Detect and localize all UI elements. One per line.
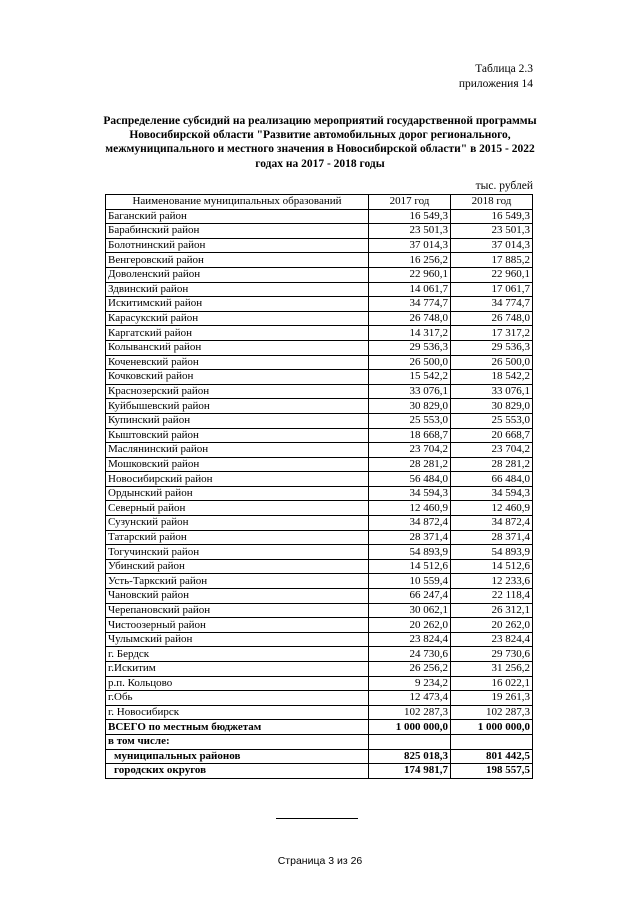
- table-row: [106, 224, 533, 239]
- value-2018-cell: 26 500,0: [451, 355, 533, 370]
- value-2017-cell: 12 473,4: [369, 691, 451, 706]
- value-2018-cell: 18 542,2: [451, 370, 533, 385]
- municipality-cell: Кыштовский район: [106, 428, 369, 443]
- header-2018: 2018 год: [451, 195, 533, 210]
- municipality-cell: г. Бердск: [106, 647, 369, 662]
- subtotal-2018: 801 442,5: [451, 749, 533, 764]
- municipality-cell: Маслянинский район: [106, 443, 369, 458]
- value-2017-cell: 15 542,2: [369, 370, 451, 385]
- subtotal-label: муниципальных районов: [106, 749, 369, 764]
- value-2017-cell: 14 061,7: [369, 282, 451, 297]
- municipality-cell: Здвинский район: [106, 282, 369, 297]
- value-2018-cell: 37 014,3: [451, 238, 533, 253]
- value-2017-cell: 26 500,0: [369, 355, 451, 370]
- table-caption: [459, 62, 533, 92]
- value-2018-cell: 26 312,1: [451, 603, 533, 618]
- municipality-cell: Мошковский район: [106, 457, 369, 472]
- table-row: [106, 530, 533, 545]
- table-row: [106, 691, 533, 706]
- municipality-cell: Каргатский район: [106, 326, 369, 341]
- value-2017-cell: 9 234,2: [369, 676, 451, 691]
- title-line: годах на 2017 - 2018 годы: [255, 157, 385, 170]
- caption-table-number: Таблица 2.3: [475, 63, 533, 75]
- value-2018-cell: 34 872,4: [451, 516, 533, 531]
- table-row: [106, 486, 533, 501]
- municipality-cell: Купинский район: [106, 413, 369, 428]
- table-row: [106, 545, 533, 560]
- table-row: [106, 370, 533, 385]
- empty-cell: [369, 734, 451, 749]
- title-line: межмуниципального и местного значения в Новосибирской области" в 2015 - 2022: [105, 143, 535, 156]
- value-2017-cell: 18 668,7: [369, 428, 451, 443]
- value-2018-cell: 20 668,7: [451, 428, 533, 443]
- units-label: тыс. рублей: [475, 180, 533, 192]
- value-2018-cell: 25 553,0: [451, 413, 533, 428]
- table-row: [106, 297, 533, 312]
- value-2017-cell: 23 704,2: [369, 443, 451, 458]
- municipality-cell: г.Искитим: [106, 662, 369, 677]
- value-2018-cell: 12 460,9: [451, 501, 533, 516]
- subsidy-table: [105, 194, 533, 779]
- value-2017-cell: 33 076,1: [369, 384, 451, 399]
- caption-appendix: приложения 14: [458, 78, 533, 90]
- table-row: [106, 472, 533, 487]
- value-2018-cell: 54 893,9: [451, 545, 533, 560]
- value-2018-cell: 17 061,7: [451, 282, 533, 297]
- table-row: [106, 282, 533, 297]
- footnote-separator: [276, 818, 358, 819]
- value-2018-cell: 22 960,1: [451, 267, 533, 282]
- subtotal-label: городских округов: [106, 764, 369, 779]
- municipality-cell: Венгеровский район: [106, 253, 369, 268]
- value-2017-cell: 29 536,3: [369, 340, 451, 355]
- document-title: [100, 114, 540, 171]
- municipality-cell: Колыванский район: [106, 340, 369, 355]
- value-2017-cell: 14 512,6: [369, 559, 451, 574]
- value-2018-cell: 17 885,2: [451, 253, 533, 268]
- value-2018-cell: 28 371,4: [451, 530, 533, 545]
- municipality-cell: р.п. Кольцово: [106, 676, 369, 691]
- table-row: [106, 355, 533, 370]
- value-2017-cell: 66 247,4: [369, 589, 451, 604]
- value-2017-cell: 24 730,6: [369, 647, 451, 662]
- value-2018-cell: 30 829,0: [451, 399, 533, 414]
- value-2018-cell: 23 501,3: [451, 224, 533, 239]
- value-2018-cell: 14 512,6: [451, 559, 533, 574]
- table-row: [106, 618, 533, 633]
- value-2017-cell: 28 371,4: [369, 530, 451, 545]
- subtotal-row-cities: [106, 764, 533, 779]
- value-2017-cell: 26 256,2: [369, 662, 451, 677]
- value-2017-cell: 102 287,3: [369, 705, 451, 720]
- value-2018-cell: 17 317,2: [451, 326, 533, 341]
- page-footer: Страница 3 из 26: [277, 855, 363, 867]
- value-2017-cell: 30 062,1: [369, 603, 451, 618]
- value-2017-cell: 54 893,9: [369, 545, 451, 560]
- value-2018-cell: 31 256,2: [451, 662, 533, 677]
- value-2018-cell: 33 076,1: [451, 384, 533, 399]
- value-2018-cell: 16 022,1: [451, 676, 533, 691]
- value-2017-cell: 26 748,0: [369, 311, 451, 326]
- value-2017-cell: 34 594,3: [369, 486, 451, 501]
- municipality-cell: Барабинский район: [106, 224, 369, 239]
- municipality-cell: Усть-Таркский район: [106, 574, 369, 589]
- municipality-cell: Краснозерский район: [106, 384, 369, 399]
- municipality-cell: Чановский район: [106, 589, 369, 604]
- table-row: [106, 443, 533, 458]
- subtotal-row-districts: [106, 749, 533, 764]
- table-row: [106, 399, 533, 414]
- value-2017-cell: 34 774,7: [369, 297, 451, 312]
- value-2018-cell: 34 774,7: [451, 297, 533, 312]
- table-row: [106, 574, 533, 589]
- value-2018-cell: 29 536,3: [451, 340, 533, 355]
- subtotal-2017: 174 981,7: [369, 764, 451, 779]
- value-2017-cell: 12 460,9: [369, 501, 451, 516]
- municipality-cell: Карасукский район: [106, 311, 369, 326]
- value-2018-cell: 29 730,6: [451, 647, 533, 662]
- table-row: [106, 705, 533, 720]
- value-2017-cell: 25 553,0: [369, 413, 451, 428]
- header-2017: 2017 год: [369, 195, 451, 210]
- value-2018-cell: 12 233,6: [451, 574, 533, 589]
- table-row: [106, 253, 533, 268]
- table-row: [106, 632, 533, 647]
- table-row: [106, 603, 533, 618]
- value-2018-cell: 23 824,4: [451, 632, 533, 647]
- value-2018-cell: 16 549,3: [451, 209, 533, 224]
- municipality-cell: Новосибирский район: [106, 472, 369, 487]
- municipality-cell: Северный район: [106, 501, 369, 516]
- table-row: [106, 311, 533, 326]
- value-2017-cell: 20 262,0: [369, 618, 451, 633]
- municipality-cell: Убинский район: [106, 559, 369, 574]
- value-2017-cell: 10 559,4: [369, 574, 451, 589]
- value-2017-cell: 28 281,2: [369, 457, 451, 472]
- title-line: Распределение субсидий на реализацию мероприятий государственной программы: [103, 115, 537, 127]
- municipality-cell: Тогучинский район: [106, 545, 369, 560]
- table-row: [106, 267, 533, 282]
- table-row: [106, 238, 533, 253]
- value-2017-cell: 22 960,1: [369, 267, 451, 282]
- municipality-cell: Коченевский район: [106, 355, 369, 370]
- municipality-cell: г.Обь: [106, 691, 369, 706]
- table-row: [106, 326, 533, 341]
- table-row: [106, 428, 533, 443]
- table-row: [106, 516, 533, 531]
- table-row: [106, 384, 533, 399]
- value-2018-cell: 20 262,0: [451, 618, 533, 633]
- total-label: ВСЕГО по местным бюджетам: [106, 720, 369, 735]
- table-row: [106, 457, 533, 472]
- value-2018-cell: 19 261,3: [451, 691, 533, 706]
- municipality-cell: Искитимский район: [106, 297, 369, 312]
- value-2017-cell: 30 829,0: [369, 399, 451, 414]
- municipality-cell: Доволенский район: [106, 267, 369, 282]
- total-2018: 1 000 000,0: [451, 720, 533, 735]
- table-row: [106, 209, 533, 224]
- value-2017-cell: 37 014,3: [369, 238, 451, 253]
- empty-cell: [451, 734, 533, 749]
- table-row: [106, 413, 533, 428]
- title-line: Новосибирской области "Развитие автомобильных дорог регионального,: [129, 129, 511, 142]
- value-2017-cell: 56 484,0: [369, 472, 451, 487]
- table-row: [106, 676, 533, 691]
- total-2017: 1 000 000,0: [369, 720, 451, 735]
- including-label: в том числе:: [106, 734, 369, 749]
- municipality-cell: Ордынский район: [106, 486, 369, 501]
- value-2018-cell: 102 287,3: [451, 705, 533, 720]
- table-header-row: [106, 195, 533, 210]
- municipality-cell: Болотнинский район: [106, 238, 369, 253]
- value-2017-cell: 16 549,3: [369, 209, 451, 224]
- municipality-cell: Баганский район: [106, 209, 369, 224]
- table-row: [106, 647, 533, 662]
- including-row: [106, 734, 533, 749]
- value-2018-cell: 22 118,4: [451, 589, 533, 604]
- table-row: [106, 501, 533, 516]
- total-row: [106, 720, 533, 735]
- table-row: [106, 589, 533, 604]
- table-body: [106, 209, 533, 720]
- value-2018-cell: 28 281,2: [451, 457, 533, 472]
- value-2018-cell: 26 748,0: [451, 311, 533, 326]
- municipality-cell: Черепановский район: [106, 603, 369, 618]
- municipality-cell: Чулымский район: [106, 632, 369, 647]
- value-2017-cell: 34 872,4: [369, 516, 451, 531]
- value-2017-cell: 23 501,3: [369, 224, 451, 239]
- table-row: [106, 662, 533, 677]
- value-2018-cell: 23 704,2: [451, 443, 533, 458]
- municipality-cell: Кочковский район: [106, 370, 369, 385]
- value-2018-cell: 66 484,0: [451, 472, 533, 487]
- table-row: [106, 340, 533, 355]
- header-municipality: Наименование муниципальных образований: [106, 195, 369, 210]
- municipality-cell: Татарский район: [106, 530, 369, 545]
- table-row: [106, 559, 533, 574]
- value-2018-cell: 34 594,3: [451, 486, 533, 501]
- municipality-cell: Сузунский район: [106, 516, 369, 531]
- municipality-cell: г. Новосибирск: [106, 705, 369, 720]
- subtotal-2017: 825 018,3: [369, 749, 451, 764]
- value-2017-cell: 16 256,2: [369, 253, 451, 268]
- value-2017-cell: 23 824,4: [369, 632, 451, 647]
- value-2017-cell: 14 317,2: [369, 326, 451, 341]
- subtotal-2018: 198 557,5: [451, 764, 533, 779]
- municipality-cell: Чистоозерный район: [106, 618, 369, 633]
- municipality-cell: Куйбышевский район: [106, 399, 369, 414]
